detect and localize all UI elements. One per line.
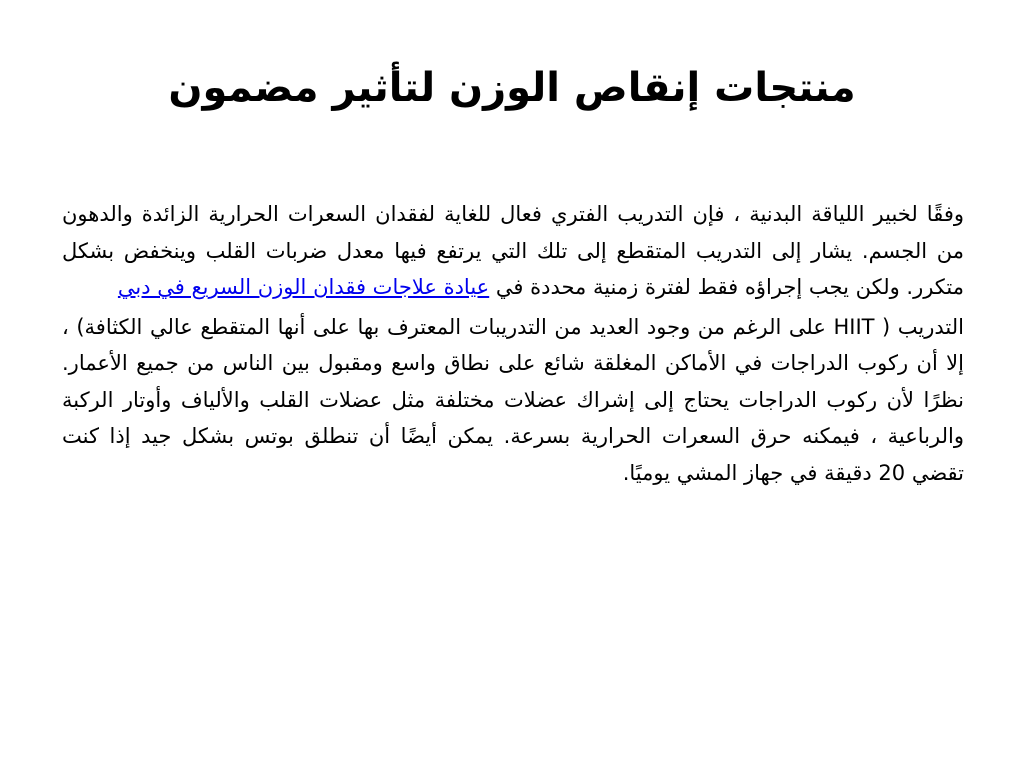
paragraph-1-text: وفقًا لخبير اللياقة البدنية ، فإن التدريب الفتري فعال للغاية لفقدان السعرات الحرارية الزائدة والدهون من الجسم. يشار إلى التدريب المتقطع إلى تلك التي يرتفع فيها معدل ضربات القلب وينخفض بشكل متكرر. ولكن يجب إجراؤه فقط لفترة زمنية محددة في xyxy=(62,202,964,299)
weight-loss-clinic-link[interactable]: عيادة علاجات فقدان الوزن السريع في دبي xyxy=(117,275,490,299)
slide-body xyxy=(62,196,964,491)
paragraph-1 xyxy=(62,196,964,306)
paragraph-2: التدريب ( HIIT على الرغم من وجود العديد من التدريبات المعترف بها على أنها المتقطع عالي الكثافة) ، إلا أن ركوب الدراجات في الأماكن المغلقة شائع على نطاق واسع ومقبول بين الناس من جميع الأعمار. نظرًا لأن ركوب الدراجات يحتاج إلى إشراك عضلات مختلفة مثل عضلات القلب والألياف وأوتار الركبة والرباعية ، فيمكنه حرق السعرات الحرارية بسرعة. يمكن أيضًا أن تنطلق بوتس بشكل جيد إذا كنت تقضي 20 دقيقة في جهاز المشي يوميًا. xyxy=(62,314,964,485)
slide-title: منتجات إنقاص الوزن لتأثير مضمون xyxy=(168,65,856,111)
